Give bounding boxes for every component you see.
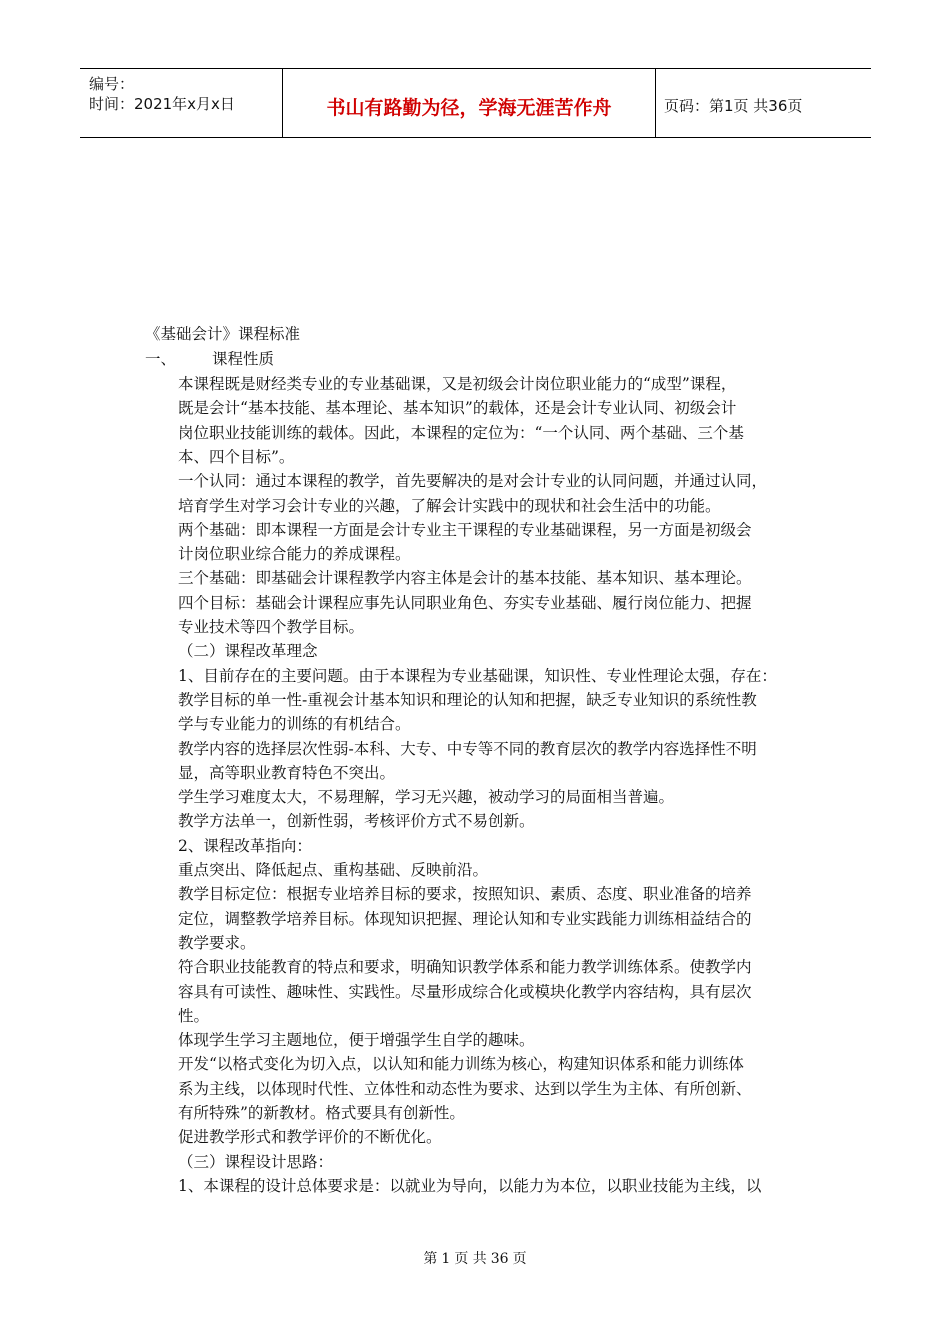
page-number-label: 页码：第1页 共36页 — [664, 97, 803, 115]
body-line: 教学目标的单一性-重视会计基本知识和理论的认知和把握，缺乏专业知识的系统性教 — [178, 691, 757, 709]
body-line: 定位，调整教学培养目标。体现知识把握、理论认知和专业实践能力训练相益结合的 — [178, 910, 752, 928]
footer-text-c: 页 — [512, 1251, 527, 1267]
body-line: 既是会计“基本技能、基本理论、基本知识”的载体，还是会计专业认同、初级会计 — [178, 399, 737, 417]
motto-text: 书山有路勤为径，学海无涯苦作舟 — [326, 97, 612, 119]
body-line: 计岗位职业综合能力的养成课程。 — [178, 545, 411, 563]
body-line: 系为主线，以体现时代性、立体性和动态性为要求、达到以学生为主体、有所创新、 — [178, 1080, 752, 1098]
body-line: 2、课程改革指向： — [178, 837, 312, 855]
body-line: 符合职业技能教育的特点和要求，明确知识教学体系和能力教学训练体系。使教学内 — [178, 958, 752, 976]
footer-text-a: 第 — [423, 1251, 438, 1267]
body-line: 学生学习难度太大，不易理解，学习无兴趣，被动学习的局面相当普遍。 — [178, 788, 675, 806]
body-line: 本、四个目标”。 — [178, 448, 295, 466]
footer-text-b: 页 共 — [454, 1251, 487, 1267]
body-line: 专业技术等四个教学目标。 — [178, 618, 365, 636]
section-number: 一、 — [145, 350, 177, 368]
page-header — [80, 68, 871, 138]
body-line: 1、目前存在的主要问题。由于本课程为专业基础课，知识性、专业性理论太强，存在： — [178, 667, 777, 685]
body-line: 体现学生学习主题地位，便于增强学生自学的趣味。 — [178, 1031, 535, 1049]
body-line: （二）课程改革理念 — [178, 642, 318, 660]
header-info-cell — [80, 69, 282, 137]
body-line: 教学方法单一，创新性弱，考核评价方式不易创新。 — [178, 812, 535, 830]
number-label: 编号： — [89, 75, 135, 93]
section-heading: 课程性质 — [212, 350, 275, 368]
body-line: 性。 — [178, 1007, 210, 1025]
header-motto-cell — [282, 69, 656, 137]
body-line: 四个目标：基础会计课程应事先认同职业角色、夯实专业基础、履行岗位能力、把握 — [178, 594, 752, 612]
footer-total-pages: 36 — [490, 1251, 509, 1267]
body-line: 1、本课程的设计总体要求是：以就业为导向，以能力为本位，以职业技能为主线，以 — [178, 1177, 762, 1195]
body-line: 教学要求。 — [178, 934, 256, 952]
body-line: 容具有可读性、趣味性、实践性。尽量形成综合化或模块化教学内容结构，具有层次 — [178, 983, 752, 1001]
body-line: 教学目标定位：根据专业培养目标的要求，按照知识、素质、态度、职业准备的培养 — [178, 885, 752, 903]
footer-page-number: 1 — [441, 1251, 451, 1267]
body-line: 有所特殊”的新教材。格式要具有创新性。 — [178, 1104, 465, 1122]
page-footer — [0, 1248, 950, 1268]
date-label: 时间：2021年x月x日 — [89, 95, 235, 113]
body-line: （三）课程设计思路： — [178, 1153, 334, 1171]
header-page-cell — [655, 69, 871, 137]
body-line: 一个认同：通过本课程的教学，首先要解决的是对会计专业的认同问题，并通过认同， — [178, 472, 768, 490]
body-line: 两个基础：即本课程一方面是会计专业主干课程的专业基础课程，另一方面是初级会 — [178, 521, 752, 539]
body-line: 教学内容的选择层次性弱-本科、大专、中专等不同的教育层次的教学内容选择性不明 — [178, 740, 757, 758]
body-line: 促进教学形式和教学评价的不断优化。 — [178, 1128, 442, 1146]
body-line: 显，高等职业教育特色不突出。 — [178, 764, 396, 782]
body-line: 培育学生对学习会计专业的兴趣，了解会计实践中的现状和社会生活中的功能。 — [178, 497, 721, 515]
document-title: 《基础会计》课程标准 — [145, 325, 301, 343]
body-line: 开发“以格式变化为切入点，以认知和能力训练为核心，构建知识体系和能力训练体 — [178, 1055, 744, 1073]
body-line: 三个基础：即基础会计课程教学内容主体是会计的基本技能、基本知识、基本理论。 — [178, 569, 752, 587]
body-line: 学与专业能力的训练的有机结合。 — [178, 715, 411, 733]
body-line: 本课程既是财经类专业的专业基础课，又是初级会计岗位职业能力的“成型”课程， — [178, 375, 737, 393]
body-line: 重点突出、降低起点、重构基础、反映前沿。 — [178, 861, 489, 879]
body-line: 岗位职业技能训练的载体。因此，本课程的定位为：“一个认同、两个基础、三个基 — [178, 424, 744, 442]
